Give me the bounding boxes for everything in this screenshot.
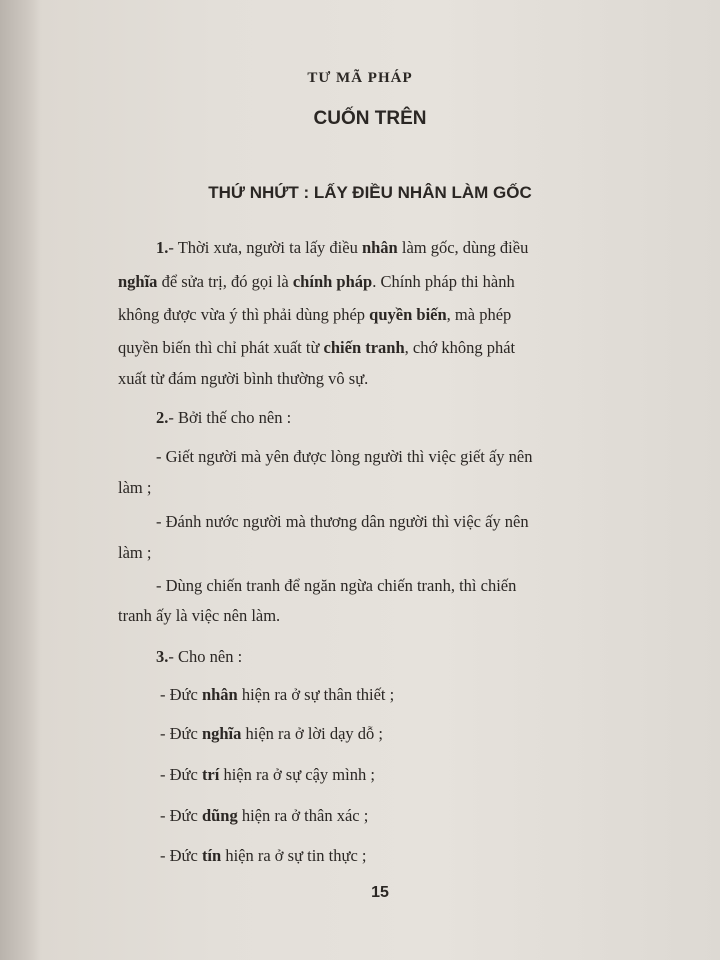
chapter-title: THỨ NHỨT : LẤY ĐIỀU NHÂN LÀM GỐC (208, 183, 532, 202)
p3-item: - Đức tín hiện ra ở sự tin thực ; (160, 846, 367, 865)
p1-line-5: xuất từ đám người bình thường vô sự. (118, 369, 369, 388)
p2-number: 2. (156, 408, 169, 427)
running-header: TƯ MÃ PHÁP (307, 70, 413, 86)
p1-line-4: quyền biến thì chỉ phát xuất từ chiến tranh, chớ không phát (118, 338, 516, 357)
p3-item: - Đức trí hiện ra ở sự cậy mình ; (160, 765, 375, 784)
p2-lead: 2.- Bởi thế cho nên : (156, 408, 292, 427)
p2-item-3: - Dùng chiến tranh để ngăn ngừa chiến tranh, thì chiến (156, 576, 517, 595)
p1-number: 1. (156, 238, 169, 257)
p1-line-1: 1.- Thời xưa, người ta lấy điều nhân làm gốc, dùng điều (156, 238, 529, 257)
p3-lead: 3.- Cho nên : (156, 647, 243, 666)
p3-item: - Đức nghĩa hiện ra ở lời dạy dỗ ; (160, 724, 384, 743)
p2-item-3-cont: tranh ấy là việc nên làm. (118, 606, 281, 625)
p3-number: 3. (156, 647, 169, 666)
page-number: 15 (371, 884, 389, 901)
page-gutter-shadow (0, 0, 40, 960)
p1-line-2: nghĩa để sửa trị, đó gọi là chính pháp. Chính pháp thi hành (118, 272, 515, 291)
p1-line-3: không được vừa ý thì phải dùng phép quyền biến, mà phép (118, 305, 512, 324)
p3-item: - Đức dũng hiện ra ở thân xác ; (160, 806, 369, 825)
p2-item-1-cont: làm ; (118, 478, 152, 497)
p2-item-1: - Giết người mà yên được lòng người thì việc giết ấy nên (156, 447, 533, 466)
p2-item-2: - Đánh nước người mà thương dân người thì việc ấy nên (156, 512, 529, 531)
p2-item-2-cont: làm ; (118, 543, 152, 562)
p3-item: - Đức nhân hiện ra ở sự thân thiết ; (160, 685, 395, 704)
volume-title: CUỐN TRÊN (313, 108, 427, 129)
